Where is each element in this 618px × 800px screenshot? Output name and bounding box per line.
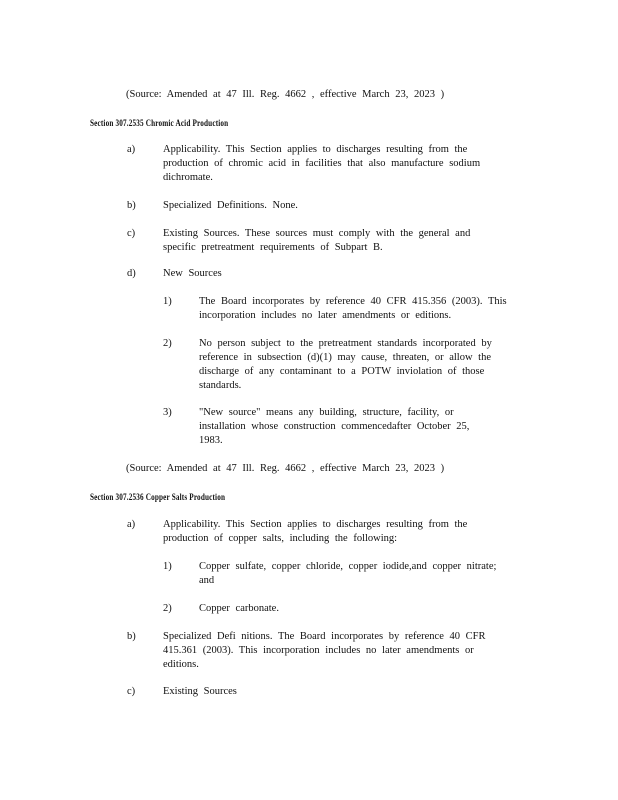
source-note: (Source: Amended at 47 Ill. Reg. 4662 , effective March 23, 2023 ) — [126, 463, 445, 474]
subsection-label: c) — [127, 686, 136, 697]
subsection-text: Specialized Defi nitions. The Board incorporates by reference 40 CFR 415.361 (2003). This incorporation includes no later amendments or editions. — [163, 631, 486, 670]
paragraph-text: Copper sulfate, copper chloride, copper iodide,and copper nitrate; and — [199, 561, 497, 586]
subsection-text: Existing Sources — [163, 686, 237, 697]
paragraph-label: 3) — [163, 407, 172, 418]
subsection-text: New Sources — [163, 268, 222, 279]
subsection-label: b) — [127, 200, 136, 211]
paragraph-label: 1) — [163, 561, 172, 572]
subsection-text: Applicability. This Section applies to discharges resulting from the production of copper salts, including the following: — [163, 519, 468, 544]
subsection-label: a) — [127, 519, 136, 530]
subsection-label: c) — [127, 228, 136, 239]
paragraph-label: 2) — [163, 603, 172, 614]
paragraph-label: 2) — [163, 338, 172, 349]
section-heading: Section 307.2536 Copper Salts Production — [90, 492, 226, 502]
subsection-text: Applicability. This Section applies to discharges resulting from the production of chromic acid in facilities that also manufacture sodium dichromate. — [163, 144, 481, 183]
paragraph-text: No person subject to the pretreatment standards incorporated by reference in subsection (d)(1) may cause, threaten, or allow the discharge of any contaminant to a POTW inviolation of those standards. — [199, 338, 492, 391]
paragraph-text: The Board incorporates by reference 40 CFR 415.356 (2003). This incorporation includes no later amendments or editions. — [199, 296, 507, 321]
subsection-text: Existing Sources. These sources must comply with the general and specific pretreatment requirements of Subpart B. — [163, 228, 471, 253]
subsection-label: d) — [127, 268, 136, 279]
subsection-label: b) — [127, 631, 136, 642]
paragraph-label: 1) — [163, 296, 172, 307]
paragraph-text: "New source" means any building, structure, facility, or installation whose construction commencedafter October 25, 1983. — [199, 407, 470, 446]
source-note: (Source: Amended at 47 Ill. Reg. 4662 , effective March 23, 2023 ) — [126, 89, 445, 100]
section-heading: Section 307.2535 Chromic Acid Production — [90, 118, 229, 128]
paragraph-text: Copper carbonate. — [199, 603, 279, 614]
subsection-label: a) — [127, 144, 136, 155]
subsection-text: Specialized Definitions. None. — [163, 200, 298, 211]
